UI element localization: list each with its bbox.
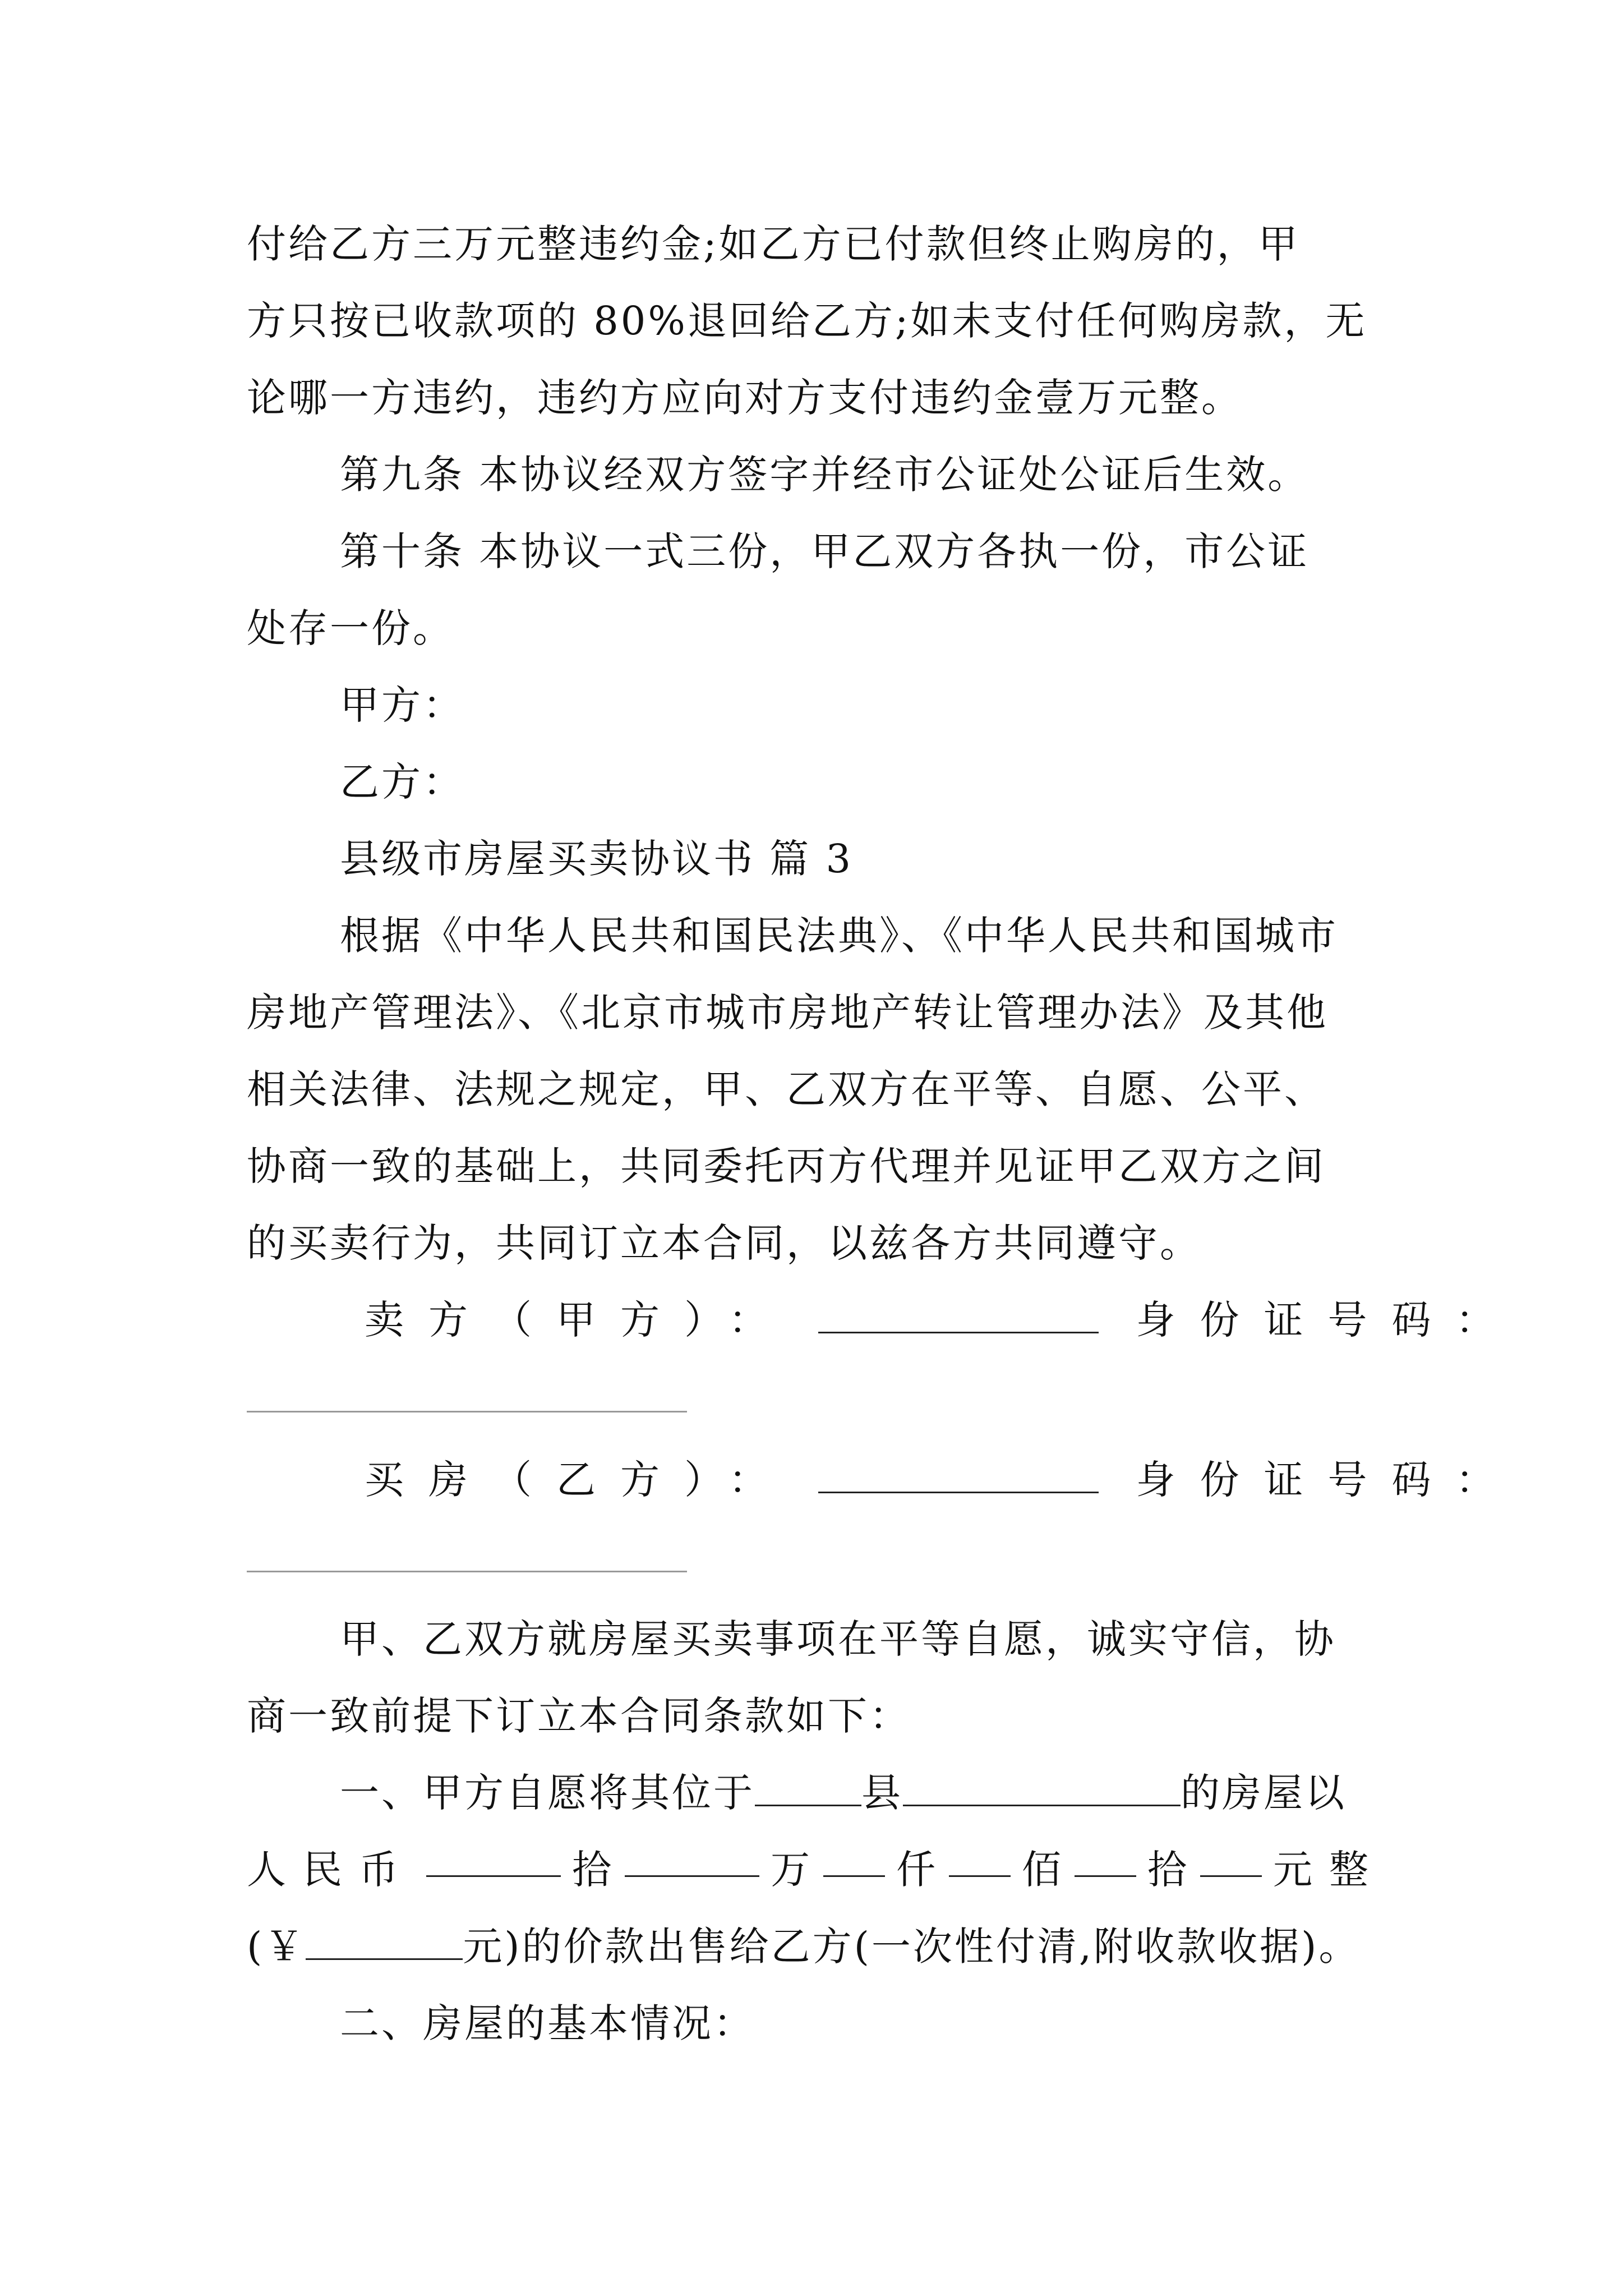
buyer-id-blank[interactable] <box>247 1571 687 1572</box>
clause-1-line-3-text: 元)的价款出售给乙方(一次性付清,附收款收据)。 <box>463 1924 1361 1970</box>
clause-1-line-1 <box>340 1765 1347 1821</box>
amount-numeric-blank[interactable] <box>306 1925 463 1960</box>
clause-1-part-a: 一、甲方自愿将其位于 <box>340 1770 755 1816</box>
preamble-line-1: 根据《中华人民共和国民法典》、《中华人民共和国城市 <box>340 913 1338 959</box>
clause-1-part-c: 的房屋以 <box>1181 1770 1347 1816</box>
money-word-wan: 万 <box>771 1847 812 1893</box>
money-word-yuan: 元整 <box>1273 1847 1385 1893</box>
continuation-line-3: 论哪一方违约，违约方应向对方支付违约金壹万元整。 <box>247 375 1243 421</box>
preamble-line-4: 协商一致的基础上，共同委托丙方代理并见证甲乙双方之间 <box>247 1143 1326 1189</box>
article-9: 第九条 本协议经双方签字并经市公证处公证后生效。 <box>340 452 1310 498</box>
preamble-line-3: 相关法律、法规之规定，甲、乙双方在平等、自愿、公平、 <box>247 1066 1326 1112</box>
hundred-blank[interactable] <box>949 1842 1011 1877</box>
preamble-line-5: 的买卖行为，共同订立本合同，以兹各方共同遵守。 <box>247 1220 1201 1266</box>
section-title: 县级市房屋买卖协议书 篇 3 <box>340 836 854 882</box>
buyer-label: 买房（乙方）： <box>365 1457 792 1503</box>
ten-blank[interactable] <box>1075 1842 1136 1877</box>
seller-id-blank[interactable] <box>247 1411 687 1412</box>
party-b-signature-label: 乙方： <box>340 759 464 805</box>
continuation-line-1: 付给乙方三万元整违约金;如乙方已付款但终止购房的，甲 <box>247 221 1300 267</box>
clause-1-line-3 <box>247 1918 1361 1975</box>
agreement-intro-line-2: 商一致前提下订立本合同条款如下： <box>247 1693 911 1739</box>
money-word-bai: 佰 <box>1022 1847 1063 1893</box>
money-word-qian: 仟 <box>896 1847 938 1893</box>
clause-1-line-2 <box>247 1842 1385 1898</box>
party-a-signature-label: 甲方： <box>340 682 464 728</box>
address-blank[interactable] <box>903 1771 1181 1806</box>
preamble-line-2: 房地产管理法》、《北京市城市房地产转让管理办法》及其他 <box>247 990 1328 1036</box>
thousand-blank[interactable] <box>823 1842 885 1877</box>
buyer-name-blank[interactable] <box>818 1458 1099 1493</box>
money-word-shi-2: 拾 <box>1147 1847 1189 1893</box>
seller-line <box>365 1292 1520 1348</box>
buyer-line <box>365 1452 1520 1508</box>
hundred-thousand-blank[interactable] <box>426 1842 561 1877</box>
clause-2-heading: 二、房屋的基本情况： <box>340 2000 755 2046</box>
money-word-shi-1: 拾 <box>572 1847 614 1893</box>
seller-label: 卖方（甲方）： <box>365 1297 792 1343</box>
seller-name-blank[interactable] <box>818 1298 1099 1333</box>
unit-blank[interactable] <box>1200 1842 1262 1877</box>
yen-prefix: (￥ <box>247 1924 306 1970</box>
seller-id-label: 身份证号码： <box>1136 1297 1520 1343</box>
agreement-intro-line-1: 甲、乙双方就房屋买卖事项在平等自愿，诚实守信，协 <box>340 1616 1336 1662</box>
money-word-rmb: 人民币 <box>247 1847 415 1893</box>
article-10-line-1: 第十条 本协议一式三份，甲乙双方各执一份，市公证 <box>340 528 1310 574</box>
continuation-line-2: 方只按已收款项的 80%退回给乙方;如未支付任何购房款，无 <box>247 298 1367 344</box>
article-10-line-2: 处存一份。 <box>247 605 454 651</box>
county-blank[interactable] <box>755 1771 861 1806</box>
clause-1-part-b: 县 <box>861 1770 903 1816</box>
ten-thousand-blank[interactable] <box>625 1842 759 1877</box>
buyer-id-label: 身份证号码： <box>1136 1457 1520 1503</box>
